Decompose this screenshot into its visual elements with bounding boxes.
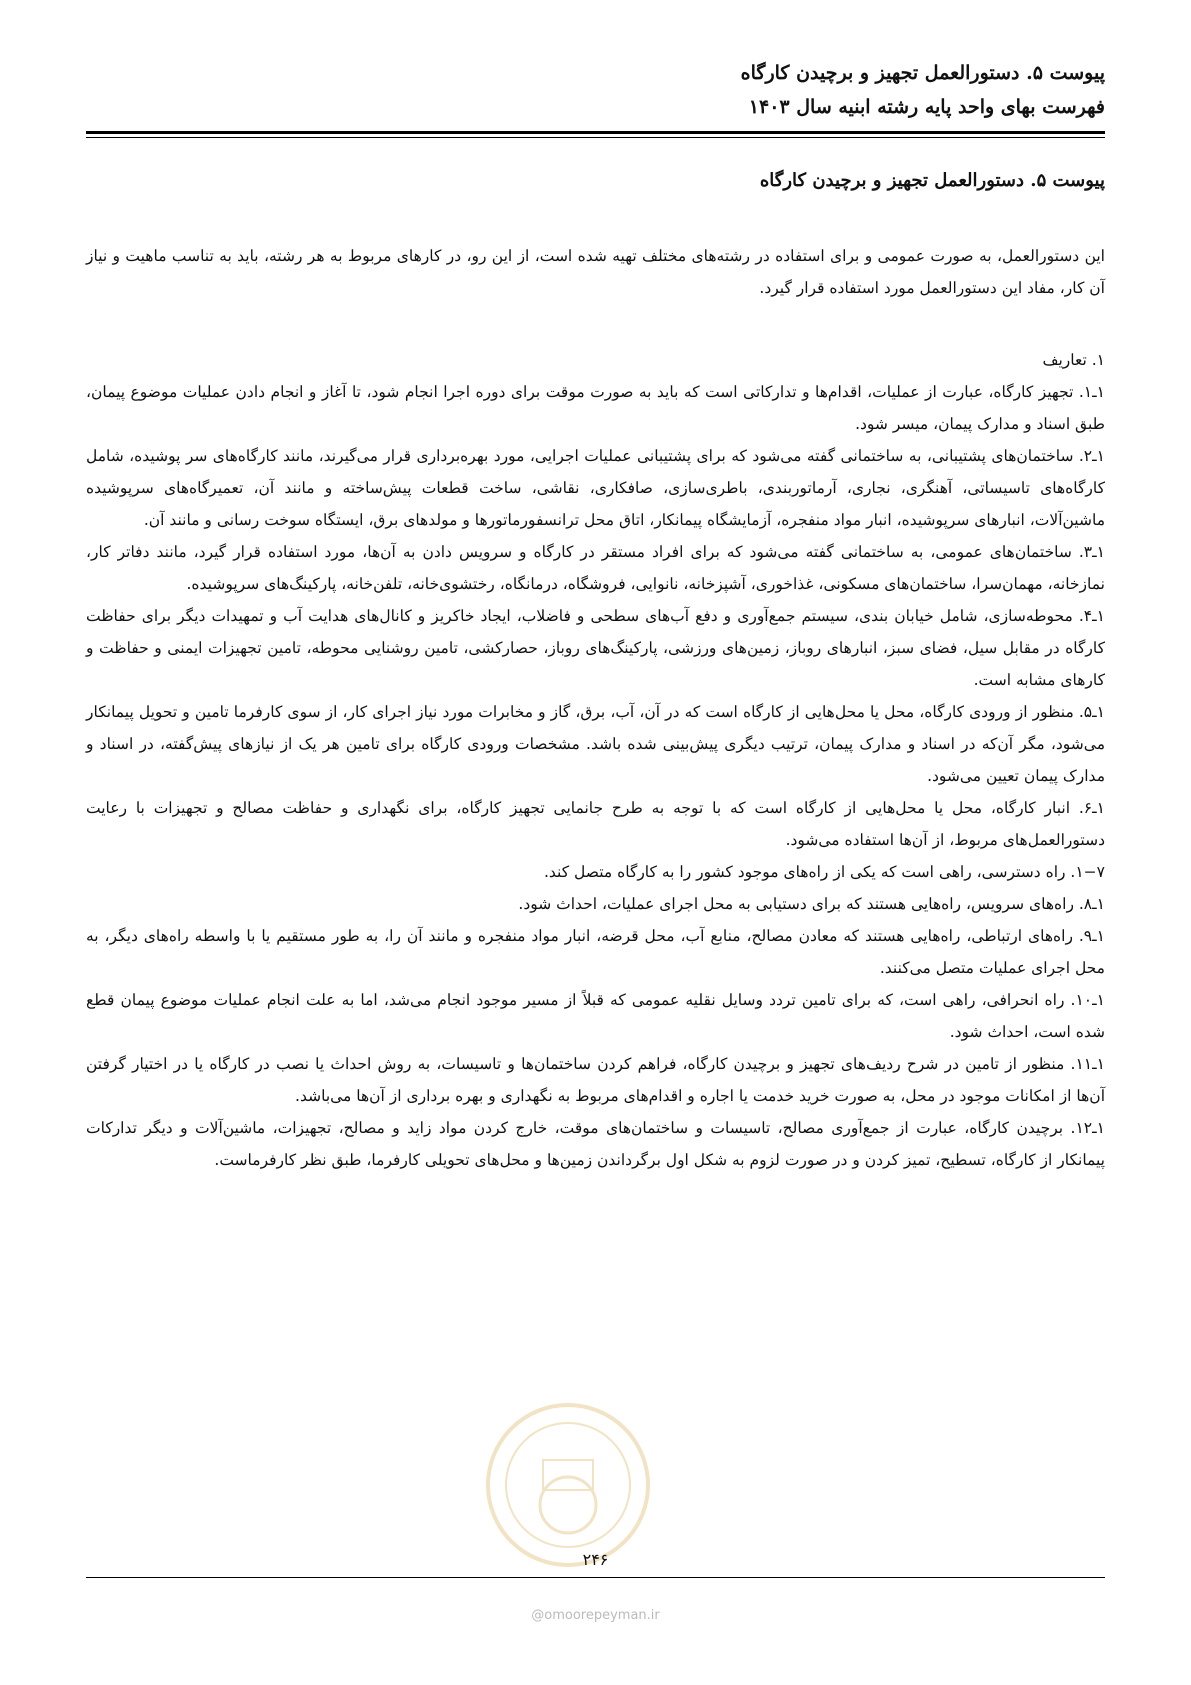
- intro-paragraph: این دستورالعمل، به صورت عمومی و برای استفاده در رشته‌های مختلف تهیه شده است، از این رو، در کارهای مربوط به هر رشته، باید به تناسب ماهیت و نیاز آن کار، مفاد این دستورالعمل مورد استفاده قرار گیرد.: [86, 247, 1105, 297]
- page-header: [87, 56, 1105, 124]
- definition-1-4: ۱ـ۴. محوطه‌سازی، شامل خیابان بندی، سیستم جمع‌آوری و دفع آب‌های سطحی و فاضلاب، ایجاد خاکریز و کانال‌های هدایت آب و تمهیدات دیگر برای حفاظت کارگاه در مقابل سیل، فضای سبز، انبارهای روباز، زمین‌های ورزشی، پارکینگ‌های روباز، حصارکشی، تامین روشنایی محوطه، تامین تجهیزات ایمنی و حفاظت و کارهای مشابه است.: [86, 607, 1105, 689]
- definition-1-8: ۱ـ۸. راه‌های سرویس، راه‌هایی هستند که برای دستیابی به محل اجرای عملیات، احداث شود.: [518, 895, 1105, 913]
- page-number: ۲۴۶: [582, 1550, 609, 1569]
- watermark-seal-icon: [483, 1400, 653, 1570]
- definition-1-5: ۱ـ۵. منظور از ورودی کارگاه، محل یا محل‌هایی از کارگاه است که در آن، آب، برق، گاز و مخابرات مورد نیاز اجرای کار، از سوی کارفرما تامین و تحویل پیمانکار می‌شود، مگر آن‌که در اسناد و مدارک پیمان، ترتیب دیگری پیش‌بینی شده باشد. مشخصات ورودی کارگاه برای تامین هر یک از نیازهای پیش‌گفته، در اسناد و مدارک پیمان تعیین می‌شود.: [86, 703, 1105, 785]
- definition-1-9: ۱ـ۹. راه‌های ارتباطی، راه‌هایی هستند که معادن مصالح، منابع آب، محل قرضه، انبار مواد منفجره و مانند آن را، به طور مستقیم یا با واسطه راه‌های دیگر، به محل اجرای عملیات متصل می‌کنند.: [86, 927, 1105, 977]
- header-subtitle: فهرست بهای واحد پایه رشته ابنیه سال ۱۴۰۳: [748, 96, 1105, 118]
- header-rule-thick: [86, 131, 1105, 134]
- definition-1-2: ۱ـ۲. ساختمان‌های پشتیبانی، به ساختمانی گفته می‌شود که برای پشتیبانی عملیات اجرایی، مورد بهره‌برداری قرار می‌گیرند، مانند کارگاه‌های سر پوشیده، شامل کارگاه‌های تاسیساتی، آهنگری، نجاری، آرماتوربندی، باطری‌سازی، صافکاری، نقاشی، ساخت قطعات پیش‌ساخته و مانند آن، تعمیرگاه‌های سرپوشیده ماشین‌آلات، انبارهای سرپوشیده، انبار مواد منفجره، آزمایشگاه پیمانکار، اتاق محل ترانسفورماتورها و مولدهای برق، ایستگاه سوخت رسانی و مانند آن.: [86, 447, 1105, 529]
- definition-1-7: ۱−۷. راه دسترسی، راهی است که یکی از راه‌های موجود کشور را به کارگاه متصل کند.: [543, 863, 1105, 881]
- footer-url: @omoorepeyman.ir: [531, 1608, 660, 1623]
- header-title: پیوست ۵. دستورالعمل تجهیز و برچیدن کارگاه: [740, 62, 1105, 84]
- definition-1-3: ۱ـ۳. ساختمان‌های عمومی، به ساختمانی گفته می‌شود که برای افراد مستقر در کارگاه و سرویس دادن به آن‌ها، مورد استفاده قرار گیرد، مانند دفاتر کار، نمازخانه، مهمان‌سرا، ساختمان‌های مسکونی، غذاخوری، آشپزخانه، نانوایی، فروشگاه، درمانگاه، رختشوی‌خانه، تلفن‌خانه، پارکینگ‌های سرپوشیده.: [86, 543, 1105, 593]
- definition-1-12: ۱ـ۱۲. برچیدن کارگاه، عبارت از جمع‌آوری مصالح، تاسیسات و ساختمان‌های موقت، خارج کردن مواد زاید و مصالح، تجهیزات، ماشین‌آلات و دیگر تدارکات پیمانکار از کارگاه، تسطیح، تمیز کردن و در صورت لزوم به شکل اول برگرداندن زمین‌ها و محل‌های تحویلی کارفرما، طبق نظر کارفرماست.: [86, 1119, 1105, 1169]
- definition-1-10: ۱ـ۱۰. راه انحرافی، راهی است، که برای تامین تردد وسایل نقلیه عمومی که قبلاً از مسیر موجود انجام می‌شد، اما به علت انجام عملیات موضوع پیمان قطع شده است، احداث شود.: [86, 991, 1105, 1041]
- definition-1-6: ۱ـ۶. انبار کارگاه، محل یا محل‌هایی از کارگاه است که با توجه به طرح جانمایی تجهیز کارگاه، برای نگهداری و حفاظت مصالح و تجهیزات با رعایت دستورالعمل‌های مربوط، از آن‌ها استفاده می‌شود.: [86, 799, 1105, 849]
- definition-1-11: ۱ـ۱۱. منظور از تامین در شرح ردیف‌های تجهیز و برچیدن کارگاه، فراهم کردن ساختمان‌ها و تاسیسات، به روش احداث یا نصب در کارگاه یا در اختیار گرفتن آن‌ها از امکانات موجود در محل، به صورت خرید خدمت یا اجاره و اقدام‌های مربوط به نگهداری و بهره برداری از آن‌ها می‌باشد.: [86, 1055, 1105, 1105]
- footer-rule: [86, 1577, 1105, 1578]
- definitions-heading: ۱. تعاریف: [1042, 351, 1105, 369]
- header-rule-thin: [86, 137, 1105, 138]
- section-title: پیوست ۵. دستورالعمل تجهیز و برچیدن کارگاه: [759, 170, 1105, 191]
- document-body: [86, 240, 1105, 1176]
- definition-1-1: ۱ـ۱. تجهیز کارگاه، عبارت از عملیات، اقدام‌ها و تدارکاتی است که باید به صورت موقت برای دوره اجرا انجام شود، تا آغاز و انجام دادن عملیات موضوع پیمان، طبق اسناد و مدارک پیمان، میسر شود.: [86, 383, 1105, 433]
